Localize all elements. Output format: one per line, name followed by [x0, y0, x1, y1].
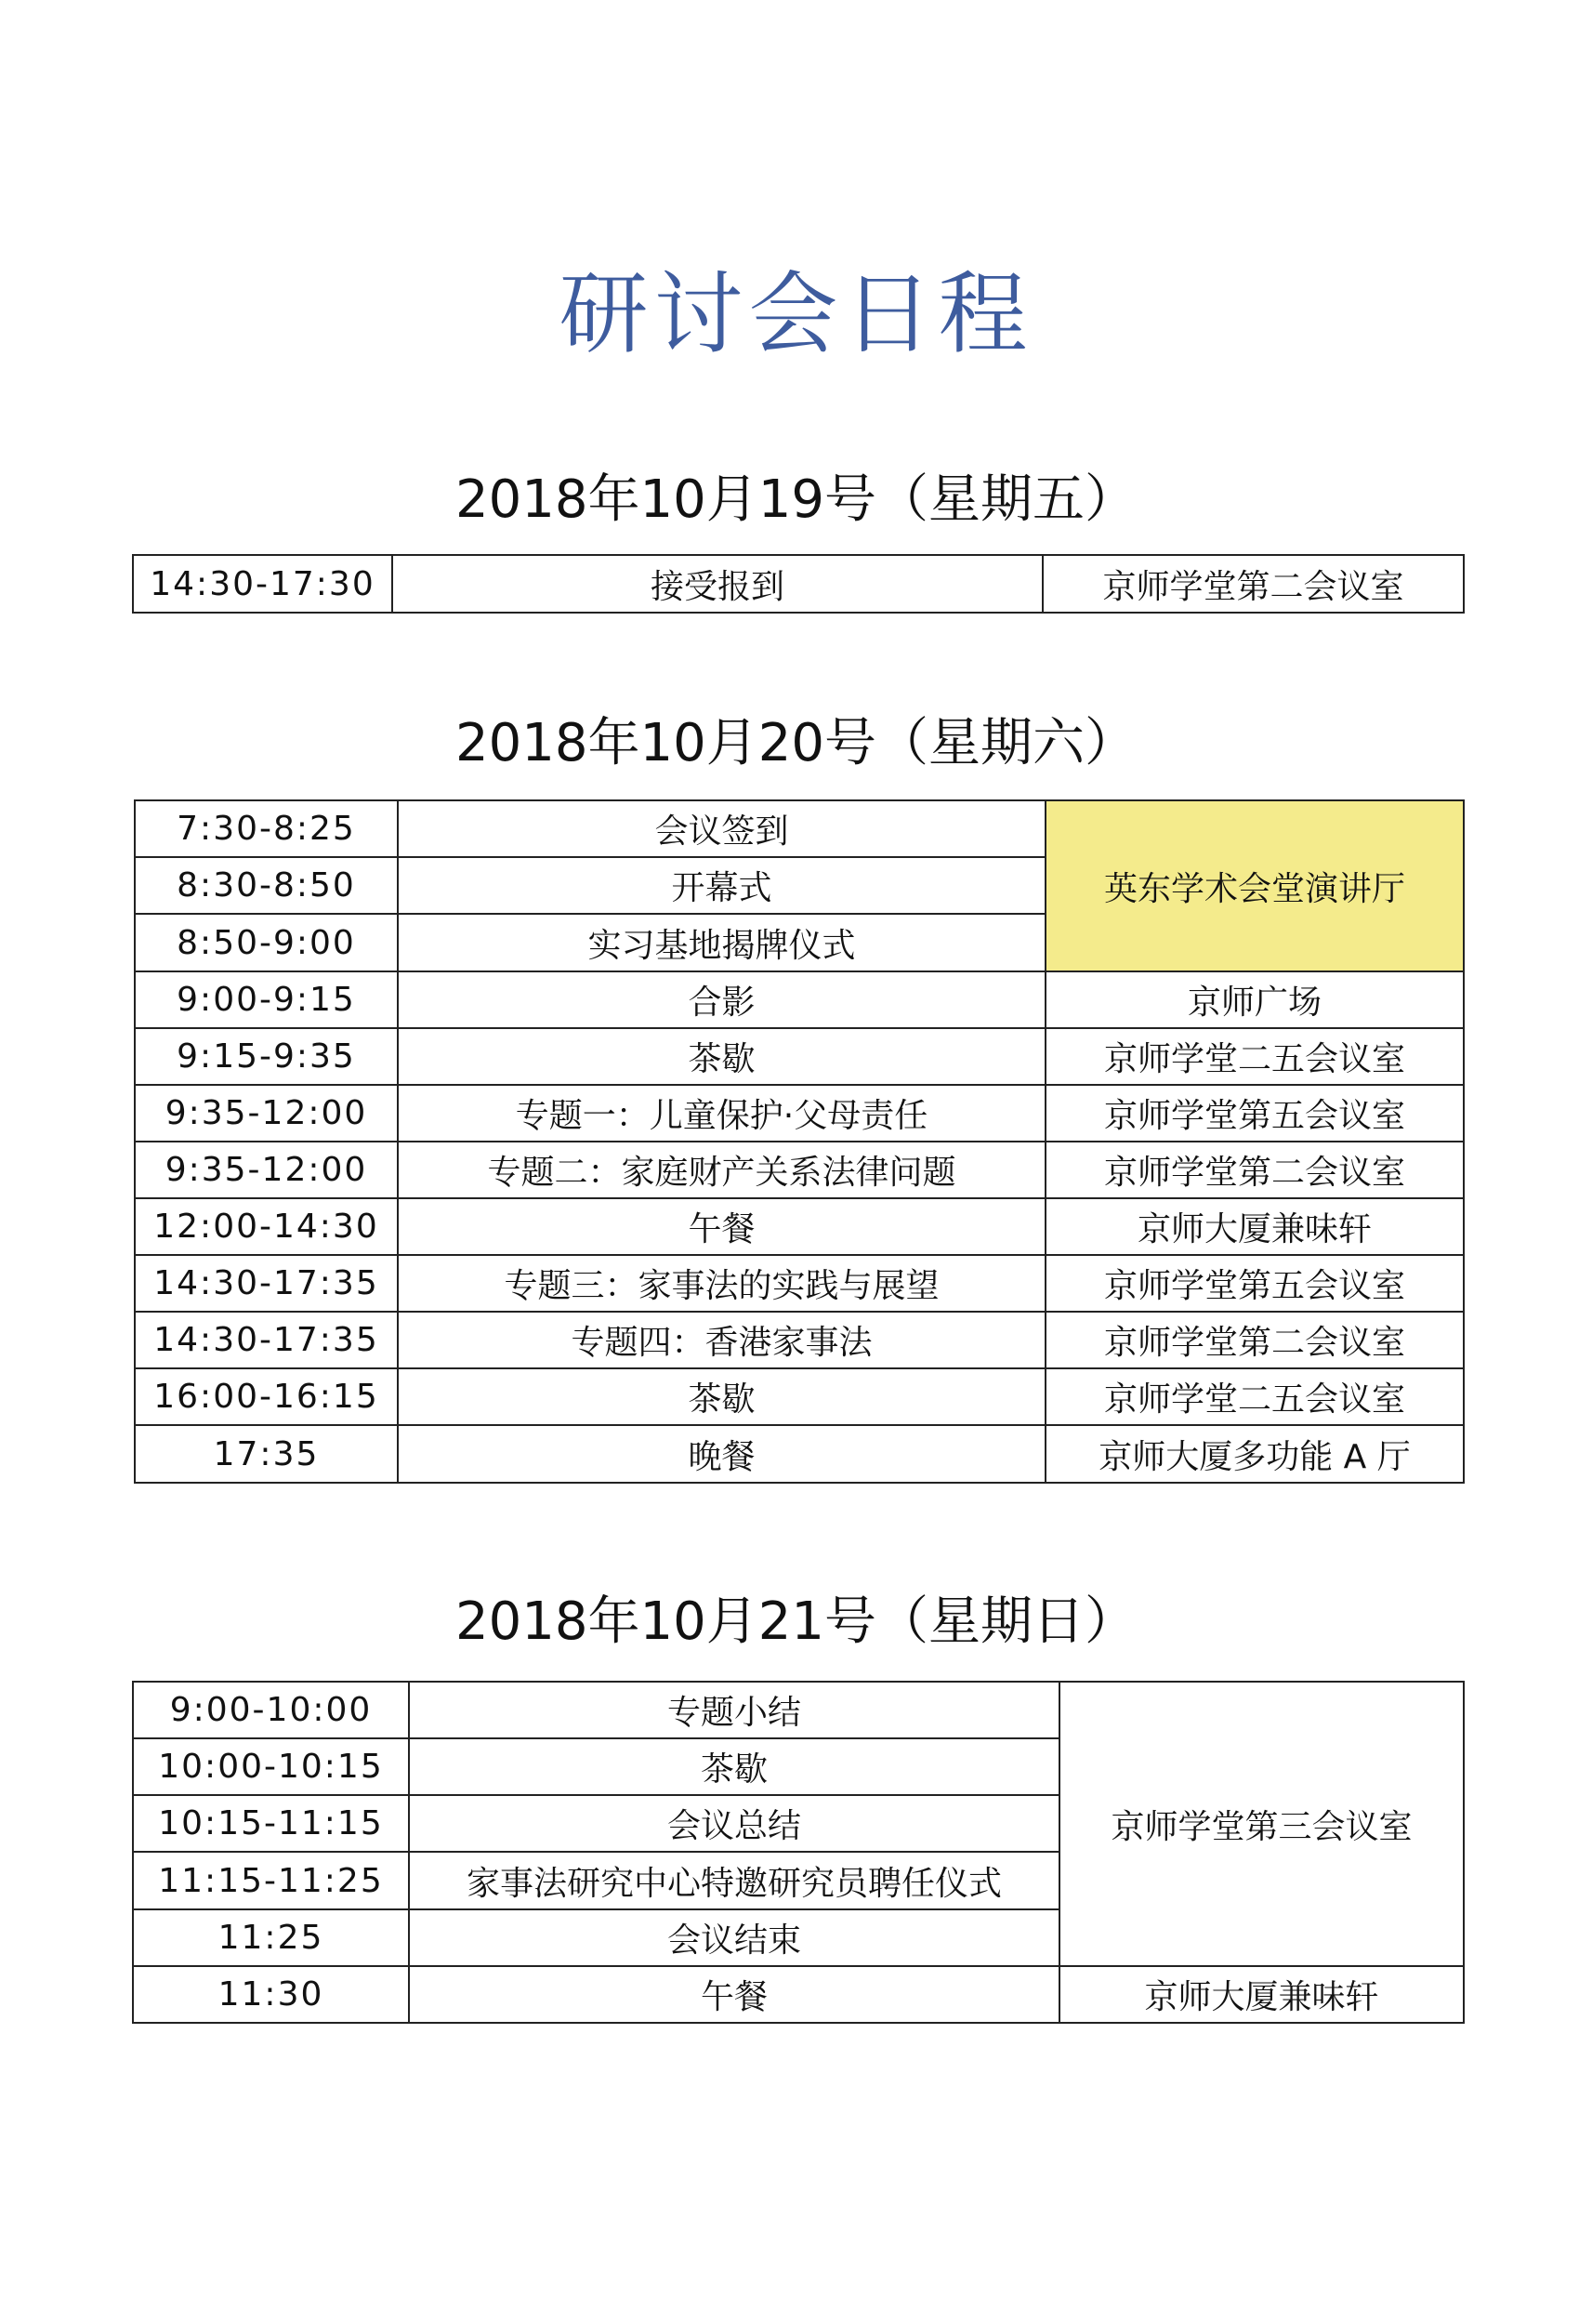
schedule-table-day3 [132, 1681, 1465, 2024]
table-row [135, 1198, 1464, 1255]
venue-cell: 京师学堂第五会议室 [1046, 1085, 1464, 1142]
event-cell: 接受报到 [392, 555, 1043, 613]
event-cell: 专题三：家事法的实践与展望 [398, 1255, 1046, 1312]
time-cell: 11:15-11:25 [133, 1852, 409, 1909]
table-row [133, 555, 1464, 613]
event-cell: 会议总结 [409, 1795, 1059, 1852]
time-cell: 9:35-12:00 [135, 1085, 398, 1142]
table-row [135, 1142, 1464, 1198]
time-cell: 14:30-17:35 [135, 1312, 398, 1368]
schedule-table-day2 [134, 799, 1465, 1484]
event-cell: 茶歇 [398, 1028, 1046, 1085]
time-cell: 8:50-9:00 [135, 914, 398, 971]
day-heading-3: 2018年10月21号（星期日） [454, 1591, 1138, 1652]
event-cell: 开幕式 [398, 857, 1046, 914]
venue-cell: 京师学堂第二会议室 [1046, 1312, 1464, 1368]
event-cell: 合影 [398, 971, 1046, 1028]
table-row [133, 1682, 1464, 1738]
time-cell: 10:00-10:15 [133, 1738, 409, 1795]
event-cell: 专题小结 [409, 1682, 1059, 1738]
venue-cell: 京师大厦兼味轩 [1046, 1198, 1464, 1255]
schedule-table-day1 [132, 554, 1465, 614]
time-cell: 9:00-10:00 [133, 1682, 409, 1738]
table-row [135, 1425, 1464, 1483]
event-cell: 会议结束 [409, 1909, 1059, 1966]
venue-cell: 京师学堂二五会议室 [1046, 1028, 1464, 1085]
venue-cell: 京师学堂第二会议室 [1043, 555, 1464, 613]
table-row [135, 1255, 1464, 1312]
event-cell: 茶歇 [398, 1368, 1046, 1425]
day-heading-2: 2018年10月20号（星期六） [454, 713, 1138, 773]
day-heading-1: 2018年10月19号（星期五） [454, 469, 1138, 530]
table-row [135, 971, 1464, 1028]
table-row [135, 1368, 1464, 1425]
event-cell: 专题二：家庭财产关系法律问题 [398, 1142, 1046, 1198]
venue-cell: 京师大厦多功能 A 厅 [1046, 1425, 1464, 1483]
time-cell: 17:35 [135, 1425, 398, 1483]
time-cell: 7:30-8:25 [135, 800, 398, 857]
table-row [135, 1028, 1464, 1085]
venue-cell: 京师学堂第二会议室 [1046, 1142, 1464, 1198]
time-cell: 10:15-11:15 [133, 1795, 409, 1852]
table-row [135, 1312, 1464, 1368]
event-cell: 午餐 [398, 1198, 1046, 1255]
time-cell: 11:30 [133, 1966, 409, 2023]
event-cell: 实习基地揭牌仪式 [398, 914, 1046, 971]
event-cell: 午餐 [409, 1966, 1059, 2023]
venue-cell: 京师学堂第三会议室 [1059, 1682, 1464, 1966]
venue-cell: 京师学堂二五会议室 [1046, 1368, 1464, 1425]
time-cell: 14:30-17:30 [133, 555, 392, 613]
venue-cell-highlighted: 英东学术会堂演讲厅 [1046, 800, 1464, 971]
event-cell: 茶歇 [409, 1738, 1059, 1795]
event-cell: 晚餐 [398, 1425, 1046, 1483]
time-cell: 12:00-14:30 [135, 1198, 398, 1255]
time-cell: 8:30-8:50 [135, 857, 398, 914]
event-cell: 会议签到 [398, 800, 1046, 857]
time-cell: 11:25 [133, 1909, 409, 1966]
time-cell: 9:15-9:35 [135, 1028, 398, 1085]
table-row [135, 800, 1464, 857]
event-cell: 家事法研究中心特邀研究员聘任仪式 [409, 1852, 1059, 1909]
table-row [133, 1966, 1464, 2023]
event-cell: 专题一：儿童保护·父母责任 [398, 1085, 1046, 1142]
event-cell: 专题四：香港家事法 [398, 1312, 1046, 1368]
time-cell: 16:00-16:15 [135, 1368, 398, 1425]
venue-cell: 京师学堂第五会议室 [1046, 1255, 1464, 1312]
venue-cell: 京师大厦兼味轩 [1059, 1966, 1464, 2023]
page-title: 研讨会日程 [559, 262, 1033, 366]
time-cell: 14:30-17:35 [135, 1255, 398, 1312]
time-cell: 9:00-9:15 [135, 971, 398, 1028]
time-cell: 9:35-12:00 [135, 1142, 398, 1198]
table-row [135, 1085, 1464, 1142]
venue-cell: 京师广场 [1046, 971, 1464, 1028]
